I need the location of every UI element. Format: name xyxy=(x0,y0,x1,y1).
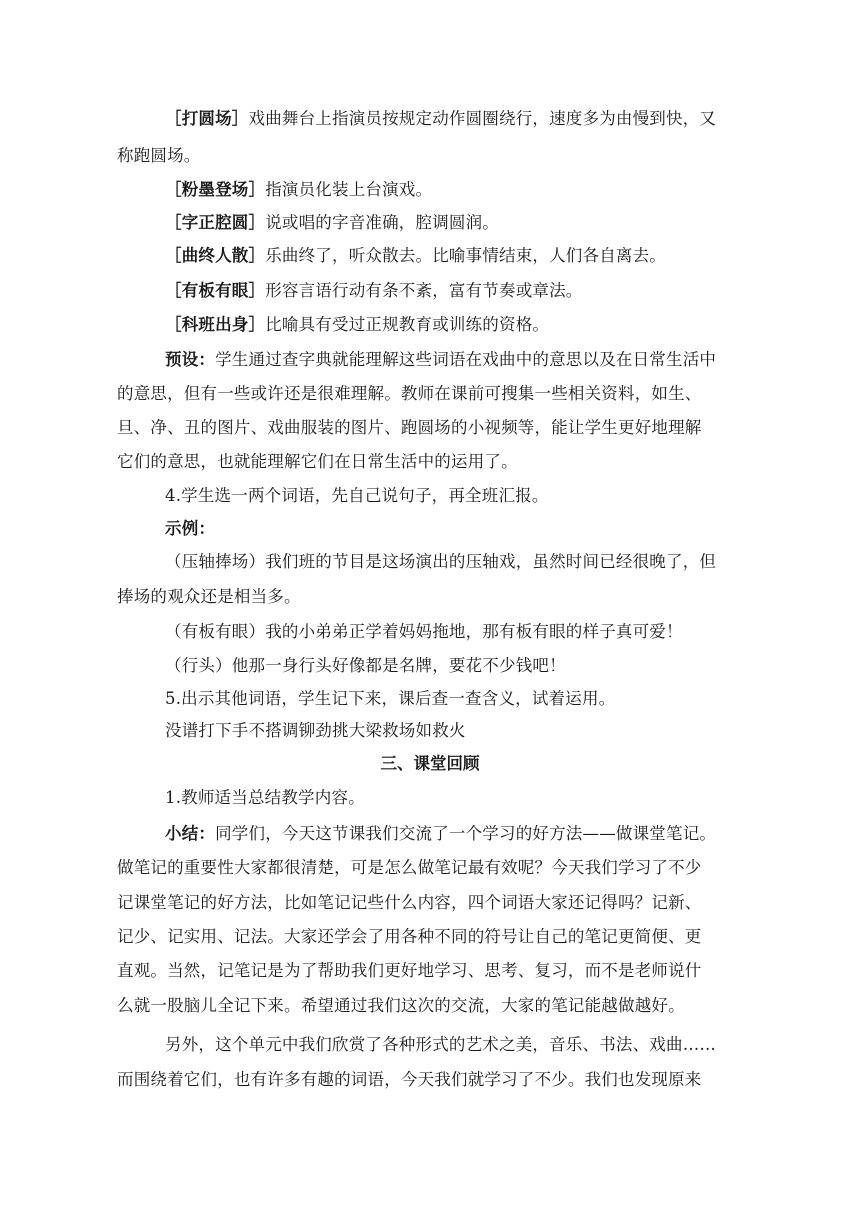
entry-term: ［粉墨登场］ xyxy=(165,180,266,199)
entry-fen-mo-deng-chang xyxy=(165,178,745,202)
entry-definition: 形容言语行动有条不紊，富有节奏或章法。 xyxy=(265,281,583,300)
entry-definition: 戏曲舞台上指演员按规定动作圆圈绕行，速度多为由慢到快，又 xyxy=(248,109,717,128)
preset-label: 预设： xyxy=(165,350,216,369)
other-words: 没谱打下手不搭调铆劲挑大梁救场如救火 xyxy=(165,721,466,740)
summary-label: 小结： xyxy=(165,824,216,843)
entry-definition: 说或唱的字音准确，腔调圆润。 xyxy=(265,213,500,232)
section-heading: 三、课堂回顾 xyxy=(380,754,480,773)
entry-definition: 比喻具有受过正规教育或训练的资格。 xyxy=(265,315,550,334)
summary-text: 么就一股脑儿全记下来。希望通过我们这次的交流，大家的笔记能越做越好。 xyxy=(117,996,685,1015)
preset-paragraph xyxy=(165,348,745,372)
summary-paragraph xyxy=(165,822,745,846)
entry-zi-zheng-qiang-yuan xyxy=(165,211,745,235)
entry-definition: 乐曲终了，听众散去。比喻事情结束，人们各自离去。 xyxy=(265,246,667,265)
example-label: 示例： xyxy=(165,519,216,538)
entry-you-ban-you-yan xyxy=(165,279,745,303)
closing-text: 另外，这个单元中我们欣赏了各种形式的艺术之美，音乐、书法、戏曲…… xyxy=(165,1035,717,1054)
summary-text: 同学们，今天这节课我们交流了一个学习的好方法——做课堂笔记。 xyxy=(215,824,717,843)
entry-term: ［字正腔圆］ xyxy=(165,213,266,232)
example-sentence: （行头）他那一身行头好像都是名牌，要花不少钱吧！ xyxy=(165,656,566,675)
preset-text: 的意思，但有一些或许还是很难理解。教师在课前可搜集一些相关资料，如生、 xyxy=(117,384,702,403)
preset-text: 旦、净、丑的图片、戏曲服装的图片、跑圆场的小视频等，能让学生更好地理解 xyxy=(117,418,702,437)
step-4: 4.学生选一两个词语，先自己说句子，再全班汇报。 xyxy=(165,486,549,505)
entry-qu-zhong-ren-san xyxy=(165,244,745,268)
summary-text: 直观。当然，记笔记是为了帮助我们更好地学习、思考、复习，而不是老师说什 xyxy=(117,961,702,980)
closing-text: 而围绕着它们，也有许多有趣的词语，今天我们就学习了不少。我们也发现原来 xyxy=(117,1070,702,1089)
preset-text: 学生通过查字典就能理解这些词语在戏曲中的意思以及在日常生活中 xyxy=(215,350,717,369)
example-sentence: 捧场的观众还是相当多。 xyxy=(117,587,301,606)
step-5: 5.出示其他词语，学生记下来，课后查一查含义，试着运用。 xyxy=(165,689,616,708)
entry-definition-continued: 称跑圆场。 xyxy=(117,146,201,165)
summary-text: 记课堂笔记的好方法，比如笔记记些什么内容，四个词语大家还记得吗？记新、 xyxy=(117,893,702,912)
entry-definition: 指演员化装上台演戏。 xyxy=(265,180,433,199)
entry-term: ［曲终人散］ xyxy=(165,246,266,265)
entry-term: ［打圆场］ xyxy=(165,109,249,128)
entry-da-yuan-chang xyxy=(165,107,745,131)
example-sentence: （有板有眼）我的小弟弟正学着妈妈拖地，那有板有眼的样子真可爱！ xyxy=(165,622,683,641)
summary-text: 做笔记的重要性大家都很清楚，可是怎么做笔记最有效呢？今天我们学习了不少 xyxy=(117,858,702,877)
example-sentence: （压轴捧场）我们班的节目是这场演出的压轴戏，虽然时间已经很晚了，但 xyxy=(165,552,717,571)
entry-term: ［科班出身］ xyxy=(165,315,266,334)
entry-ke-ban-chu-shen xyxy=(165,313,745,337)
entry-term: ［有板有眼］ xyxy=(165,281,266,300)
review-step-1: 1.教师适当总结教学内容。 xyxy=(165,788,365,807)
preset-text: 它们的意思，也就能理解它们在日常生活中的运用了。 xyxy=(117,452,518,471)
summary-text: 记少、记实用、记法。大家还学会了用各种不同的符号让自己的笔记更简便、更 xyxy=(117,927,702,946)
